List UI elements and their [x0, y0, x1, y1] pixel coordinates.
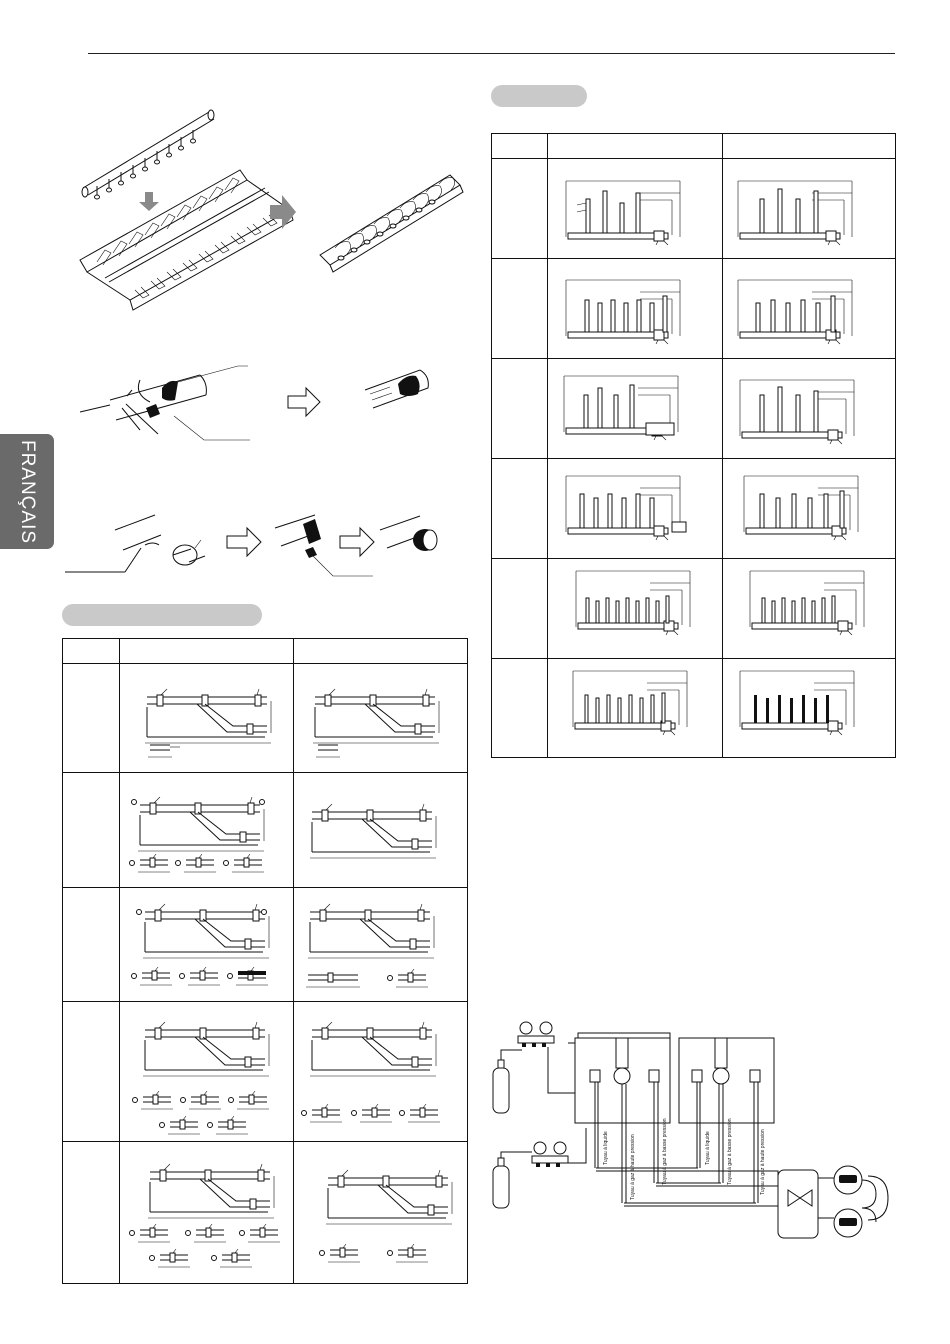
pipe-label-high-pressure-2: Tuyau à gaz à haute pression — [760, 1129, 766, 1195]
pipe-label-low-pressure-1: Tuyau à gaz à basse pression — [662, 1118, 668, 1185]
indoor-unit-1 — [834, 1166, 862, 1194]
pipe-label-low-pressure-2: Tuyau à gaz à basse pression — [727, 1118, 733, 1185]
gauge-manifold-2 — [532, 1142, 568, 1167]
pipe-label-liquid-1: Tuyau à liquide — [603, 1131, 609, 1165]
indoor-unit-2 — [834, 1209, 862, 1237]
pipe-label-liquid-2: Tuyau à liquide — [705, 1131, 711, 1165]
gas-cylinder-1 — [493, 1050, 522, 1113]
gauge-manifold-1 — [518, 1022, 554, 1047]
pipe-label-high-pressure-1: Tuyau à gaz à haute pression — [630, 1134, 636, 1200]
language-label: FRANÇAIS — [17, 439, 38, 544]
gas-cylinder-2 — [493, 1152, 532, 1208]
piping-schematic — [488, 1018, 898, 1243]
